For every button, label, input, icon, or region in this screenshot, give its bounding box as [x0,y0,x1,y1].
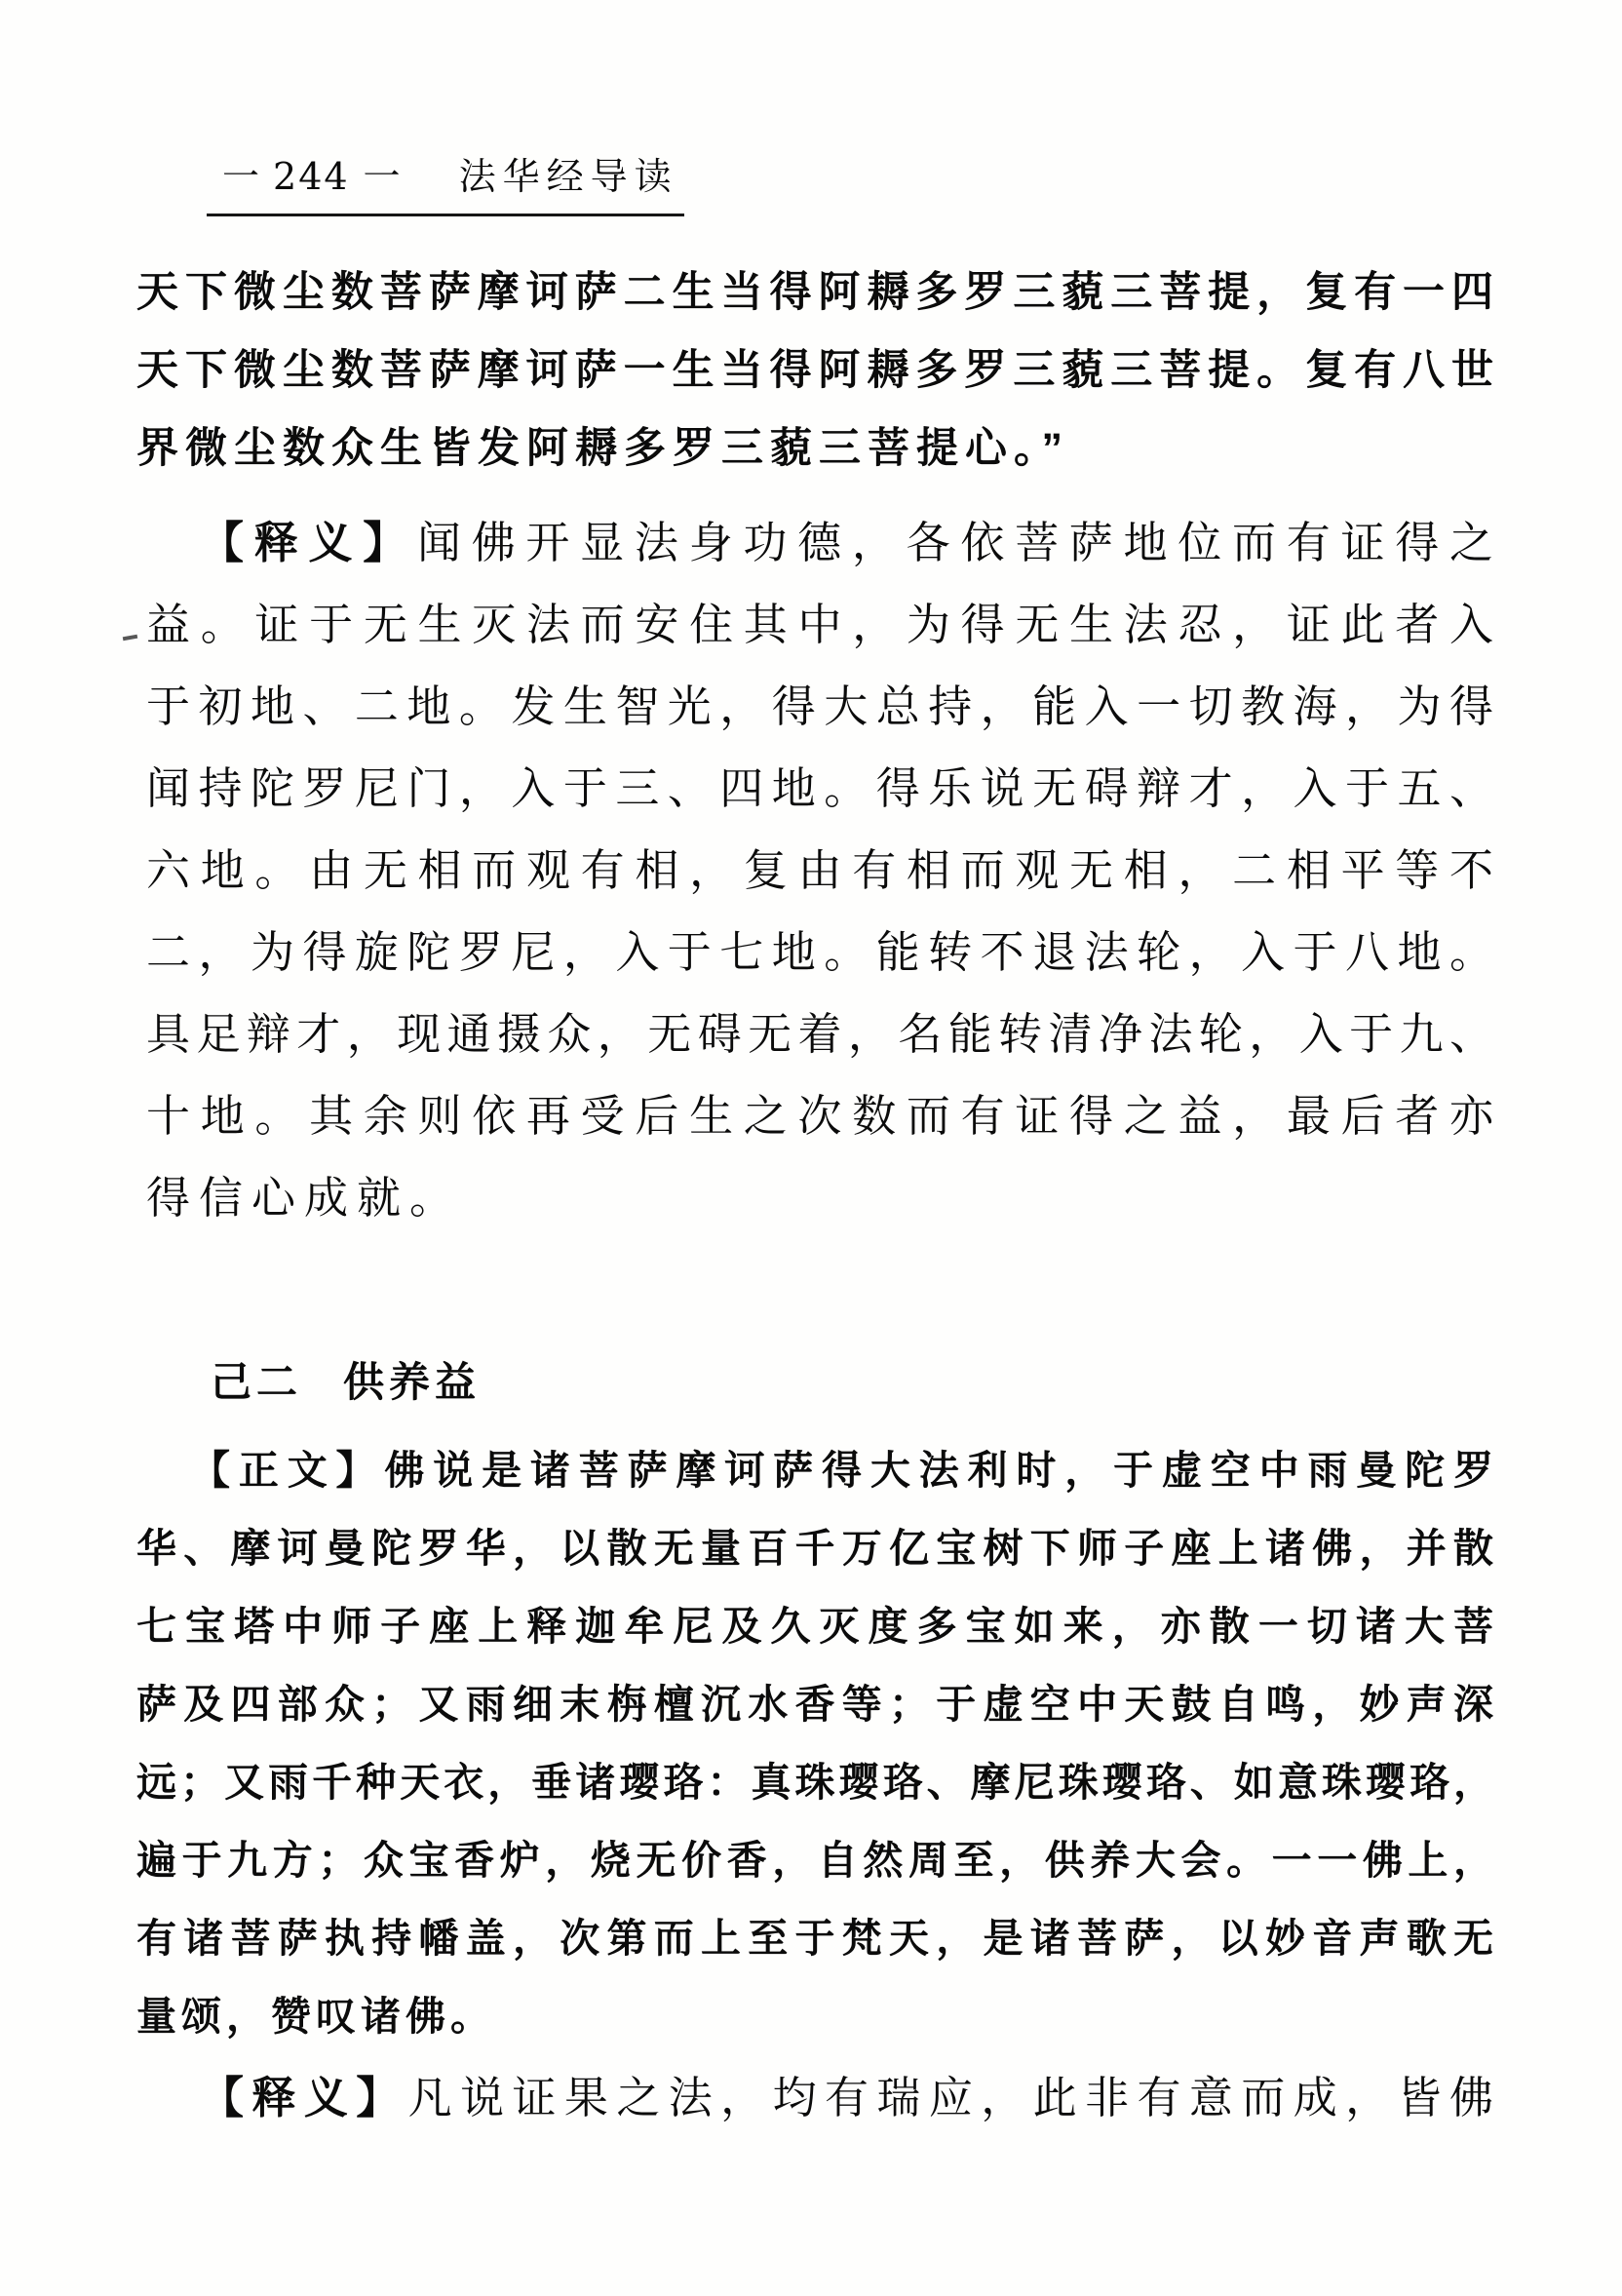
body-line: 得信心成就。 [146,1174,463,1223]
body-line: 量颂，赞叹诸佛。 [136,1994,495,2039]
body-line: 七宝塔中师子座上释迦牟尼及久灭度多宝如来，亦散一切诸大菩 [136,1604,1493,1649]
body-line: 有诸菩萨执持幡盖，次第而上至于梵天，是诸菩萨，以妙音声歌无 [136,1916,1493,1961]
zhengwen-label: 【正文】 [190,1448,385,1493]
body-line: 益。证于无生灭法而安住其中，为得无生法忍，证此者入 [146,601,1493,649]
body-line: 闻持陀罗尼门，入于三、四地。得乐说无碍辩才，入于五、 [146,764,1493,813]
page-number: 244 [273,155,350,198]
body-line: 具足辩才，现通摄众，无碍无着，名能转清净法轮，入于九、 [146,1010,1493,1059]
body-line: 萨及四部众；又雨细末栴檀沉水香等；于虚空中天鼓自鸣，妙声深 [136,1682,1493,1727]
quote-line: 天下微尘数菩萨摩诃萨二生当得阿耨多罗三藐三菩提，复有一四 [136,269,1493,316]
heading-title: 供养益 [343,1359,482,1405]
heading-number: 己二 [211,1359,303,1405]
page-header [207,146,684,216]
shiyi-label: 【释义】 [200,518,417,567]
shiyi-first-line-text: 凡说证果之法，均有瑞应，此非有意而成，皆佛 [407,2074,1493,2122]
body-line: 华、摩诃曼陀罗华，以散无量百千万亿宝树下师子座上诸佛，并散 [136,1526,1493,1571]
quote-line: 天下微尘数菩萨摩诃萨一生当得阿耨多罗三藐三菩提。复有八世 [136,347,1493,394]
body-line: 二，为得旋陀罗尼，入于七地。能转不退法轮，入于八地。 [146,928,1493,977]
shiyi-first-line-text: 闻佛开显法身功德，各依菩萨地位而有证得之 [416,519,1493,567]
body-line: 远；又雨千种天衣，垂诸璎珞：真珠璎珞、摩尼珠璎珞、如意珠璎珞， [136,1760,1493,1805]
shiyi-first-line [146,2059,1493,2137]
shiyi-paragraph-1 [146,502,1493,1239]
body-line: 六地。由无相而观有相，复由有相而观无相，二相平等不 [146,846,1493,895]
body-line: 十地。其余则依再受后生之次数而有证得之益，最后者亦 [146,1092,1493,1141]
quote-line: 界微尘数众生皆发阿耨多罗三藐三菩提心。” [136,425,1069,472]
header-dash-left: 一 [222,157,260,198]
zhengwen-first-line-text: 佛说是诸菩萨摩诃萨得大法利时，于虚空中雨曼陀罗 [384,1448,1494,1493]
zhengwen-first-line [136,1431,1493,1509]
scan-artifact [123,635,137,642]
book-title: 法华经导读 [458,157,678,198]
shiyi-label: 【释义】 [200,2073,408,2122]
sutra-quote-paragraph [136,253,1493,487]
section-heading [211,1350,481,1409]
body-line: 于初地、二地。发生智光，得大总持，能入一切教海，为得 [146,682,1493,731]
shiyi-first-line [146,502,1493,584]
zhengwen-paragraph [136,1431,1493,2055]
body-line: 遍于九方；众宝香炉，烧无价香，自然周至，供养大会。一一佛上， [136,1838,1493,1883]
header-dash-right: 一 [363,157,401,198]
shiyi-paragraph-2 [146,2059,1493,2137]
